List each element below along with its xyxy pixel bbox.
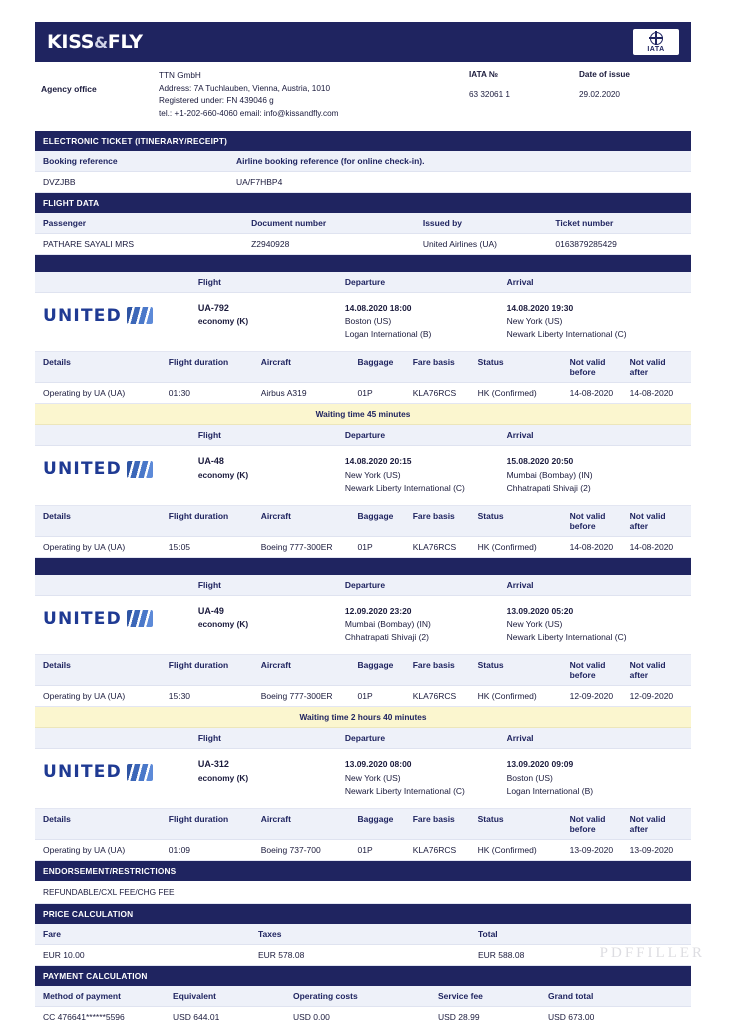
segment-arrival-label: Arrival bbox=[506, 430, 534, 441]
aircraft-value: Boeing 777-300ER bbox=[260, 691, 333, 702]
iata-number-block bbox=[469, 70, 579, 121]
equivalent-value: USD 644.01 bbox=[173, 1011, 220, 1022]
not-valid-before-value: 14-08-2020 bbox=[569, 388, 614, 399]
flight-segment bbox=[35, 596, 691, 656]
agency-contact: tel.: +1-202-660-4060 email: info@kissandfly.com bbox=[159, 109, 339, 119]
details-value-row bbox=[35, 383, 691, 404]
segment-departure-label: Departure bbox=[344, 733, 386, 744]
airline-name: UNITED bbox=[43, 762, 122, 783]
arrival-city: Mumbai (Bombay) (IN) bbox=[506, 469, 593, 480]
departure-datetime: 12.09.2020 23:20 bbox=[344, 605, 412, 616]
operating-costs-label: Operating costs bbox=[293, 990, 358, 1001]
grand-total-value: USD 673.00 bbox=[548, 1011, 595, 1022]
details-label: Details bbox=[43, 660, 71, 671]
status-value: HK (Confirmed) bbox=[477, 691, 537, 702]
segment-arrival-info bbox=[507, 605, 683, 645]
fare-basis-value: KLA76RCS bbox=[412, 691, 457, 702]
united-airlines-logo bbox=[43, 605, 198, 629]
airline-booking-reference-value: UA/F7HBP4 bbox=[236, 176, 283, 187]
segment-flight-label: Flight bbox=[197, 579, 221, 590]
baggage-value: 01P bbox=[357, 691, 373, 702]
segment-flight-info bbox=[198, 605, 345, 631]
not-valid-after-value: 14-08-2020 bbox=[629, 388, 674, 399]
method-of-payment-label: Method of payment bbox=[43, 990, 121, 1001]
ticket-number-value: 0163879285429 bbox=[555, 238, 617, 249]
arrival-city: New York (US) bbox=[506, 619, 563, 630]
issue-date-value: 29.02.2020 bbox=[579, 90, 620, 99]
details-value-row bbox=[35, 840, 691, 861]
flight-number: UA-48 bbox=[197, 456, 224, 467]
segment-header-row bbox=[35, 575, 691, 596]
cabin-class: economy (K) bbox=[197, 772, 249, 783]
arrival-datetime: 13.09.2020 05:20 bbox=[506, 605, 574, 616]
ticket-number-label: Ticket number bbox=[555, 217, 614, 228]
flight-duration-label: Flight duration bbox=[168, 813, 229, 824]
not-valid-after-value: 14-08-2020 bbox=[629, 541, 674, 552]
flight-duration-label: Flight duration bbox=[168, 357, 229, 368]
baggage-label: Baggage bbox=[357, 357, 394, 368]
document-header bbox=[35, 22, 691, 62]
segment-departure-label: Departure bbox=[344, 579, 386, 590]
united-globe-icon bbox=[127, 610, 153, 627]
segment-header-blank bbox=[43, 733, 198, 743]
united-globe-icon bbox=[127, 307, 153, 324]
airline-name: UNITED bbox=[43, 305, 122, 326]
document-number-value: Z2940928 bbox=[251, 238, 290, 249]
method-of-payment-value: CC 476641******5596 bbox=[43, 1011, 125, 1022]
status-label: Status bbox=[477, 660, 504, 671]
total-label: Total bbox=[478, 928, 498, 939]
taxes-value: EUR 578.08 bbox=[258, 949, 305, 960]
not-valid-before-value: 14-08-2020 bbox=[569, 541, 614, 552]
passenger-name: PATHARE SAYALI MRS bbox=[43, 238, 135, 249]
fare-basis-label: Fare basis bbox=[412, 660, 455, 671]
not-valid-before-value: 12-09-2020 bbox=[569, 691, 614, 702]
brand-part2: FLY bbox=[107, 31, 143, 53]
flight-duration-label: Flight duration bbox=[168, 510, 229, 521]
operating-carrier: Operating by UA (UA) bbox=[43, 691, 126, 702]
aircraft-value: Boeing 737-700 bbox=[260, 844, 321, 855]
arrival-airport: Chhatrapati Shivaji (2) bbox=[506, 482, 591, 493]
flight-duration-label: Flight duration bbox=[168, 660, 229, 671]
flight-segment bbox=[35, 293, 691, 353]
price-value-row bbox=[35, 945, 691, 966]
cabin-class: economy (K) bbox=[197, 469, 249, 480]
cabin-class: economy (K) bbox=[197, 619, 249, 630]
fare-basis-value: KLA76RCS bbox=[412, 388, 457, 399]
flight-duration-value: 01:30 bbox=[168, 388, 191, 399]
status-label: Status bbox=[477, 813, 504, 824]
flight-duration-value: 01:09 bbox=[168, 844, 191, 855]
baggage-value: 01P bbox=[357, 541, 373, 552]
segment-flight-label: Flight bbox=[197, 430, 221, 441]
flight-number: UA-49 bbox=[197, 605, 224, 616]
brand-ampersand: & bbox=[94, 33, 108, 52]
status-label: Status bbox=[477, 510, 504, 521]
waiting-time-bar: Waiting time 2 hours 40 minutes bbox=[35, 707, 691, 728]
segment-arrival-label: Arrival bbox=[506, 276, 534, 287]
operating-carrier: Operating by UA (UA) bbox=[43, 388, 126, 399]
details-header-row bbox=[35, 809, 691, 840]
segment-divider-band bbox=[35, 255, 691, 272]
segment-departure-info bbox=[345, 455, 507, 495]
passenger-header-row bbox=[35, 213, 691, 234]
not-valid-before-label: Not valid before bbox=[569, 813, 606, 834]
issued-by-value: United Airlines (UA) bbox=[422, 238, 497, 249]
segment-departure-info bbox=[345, 605, 507, 645]
passenger-value-row bbox=[35, 234, 691, 255]
not-valid-after-value: 13-09-2020 bbox=[629, 844, 674, 855]
issue-date-block bbox=[579, 70, 630, 121]
aircraft-label: Aircraft bbox=[260, 357, 291, 368]
aircraft-label: Aircraft bbox=[260, 813, 291, 824]
not-valid-after-label: Not valid after bbox=[629, 510, 666, 531]
agency-details bbox=[159, 70, 469, 121]
booking-reference-value: DVZJBB bbox=[43, 176, 76, 187]
departure-airport: Chhatrapati Shivaji (2) bbox=[344, 632, 429, 643]
segment-arrival-info bbox=[507, 758, 683, 798]
booking-header-row bbox=[35, 151, 691, 172]
brand-part1: KISS bbox=[47, 31, 95, 53]
departure-city: Boston (US) bbox=[344, 315, 392, 326]
iata-number-value: 63 32061 1 bbox=[469, 90, 510, 99]
aircraft-value: Airbus A319 bbox=[260, 388, 307, 399]
section-payment-calculation: PAYMENT CALCULATION bbox=[35, 966, 691, 986]
arrival-datetime: 13.09.2020 09:09 bbox=[506, 759, 574, 770]
not-valid-before-label: Not valid before bbox=[569, 660, 606, 681]
globe-icon bbox=[650, 32, 663, 45]
not-valid-after-label: Not valid after bbox=[629, 357, 666, 378]
arrival-airport: Logan International (B) bbox=[506, 785, 594, 796]
booking-reference-label: Booking reference bbox=[43, 155, 118, 166]
issue-date-label: Date of issue bbox=[579, 70, 630, 79]
arrival-datetime: 14.08.2020 19:30 bbox=[506, 302, 574, 313]
baggage-label: Baggage bbox=[357, 510, 394, 521]
agency-address: Address: 7A Tuchlauben, Vienna, Austria, 1010 bbox=[159, 83, 330, 93]
kissandfly-logo bbox=[47, 31, 143, 53]
segment-flight-info bbox=[198, 302, 345, 328]
fare-basis-label: Fare basis bbox=[412, 813, 455, 824]
iata-logo bbox=[633, 29, 679, 55]
details-header-row bbox=[35, 655, 691, 686]
section-electronic-ticket: ELECTRONIC TICKET (ITINERARY/RECEIPT) bbox=[35, 131, 691, 151]
arrival-city: New York (US) bbox=[506, 315, 563, 326]
details-label: Details bbox=[43, 813, 71, 824]
departure-city: New York (US) bbox=[344, 469, 401, 480]
status-value: HK (Confirmed) bbox=[477, 388, 537, 399]
baggage-value: 01P bbox=[357, 388, 373, 399]
segment-arrival-info bbox=[507, 302, 683, 342]
payment-header-row bbox=[35, 986, 691, 1007]
iata-number-label: IATA № bbox=[469, 70, 498, 79]
flight-number: UA-792 bbox=[197, 302, 229, 313]
segment-departure-label: Departure bbox=[344, 276, 386, 287]
endorsement-text: REFUNDABLE/CXL FEE/CHG FEE bbox=[35, 881, 691, 904]
segment-header-row bbox=[35, 728, 691, 749]
payment-value-row bbox=[35, 1007, 691, 1027]
not-valid-before-value: 13-09-2020 bbox=[569, 844, 614, 855]
segment-divider-band bbox=[35, 558, 691, 575]
aircraft-label: Aircraft bbox=[260, 660, 291, 671]
united-airlines-logo bbox=[43, 302, 198, 326]
fare-basis-label: Fare basis bbox=[412, 357, 455, 368]
baggage-label: Baggage bbox=[357, 813, 394, 824]
fare-value: EUR 10.00 bbox=[43, 949, 85, 960]
flight-duration-value: 15:05 bbox=[168, 541, 191, 552]
flight-segment bbox=[35, 749, 691, 809]
segment-flight-info bbox=[198, 455, 345, 481]
arrival-airport: Newark Liberty International (C) bbox=[506, 329, 627, 340]
arrival-airport: Newark Liberty International (C) bbox=[506, 632, 627, 643]
airline-name: UNITED bbox=[43, 608, 122, 629]
not-valid-before-label: Not valid before bbox=[569, 357, 606, 378]
document-number-label: Document number bbox=[251, 217, 327, 228]
segment-departure-info bbox=[345, 302, 507, 342]
equivalent-label: Equivalent bbox=[173, 990, 216, 1001]
not-valid-after-label: Not valid after bbox=[629, 813, 666, 834]
fare-basis-value: KLA76RCS bbox=[412, 541, 457, 552]
details-value-row bbox=[35, 537, 691, 558]
fare-label: Fare bbox=[43, 928, 61, 939]
departure-datetime: 13.09.2020 08:00 bbox=[344, 759, 412, 770]
operating-carrier: Operating by UA (UA) bbox=[43, 541, 126, 552]
details-label: Details bbox=[43, 357, 71, 368]
iata-logo-label: IATA bbox=[647, 45, 665, 53]
issued-by-label: Issued by bbox=[422, 217, 463, 228]
departure-city: New York (US) bbox=[344, 772, 401, 783]
ticket-document bbox=[35, 22, 691, 1027]
departure-city: Mumbai (Bombay) (IN) bbox=[344, 619, 431, 630]
agency-block bbox=[35, 62, 691, 131]
operating-carrier: Operating by UA (UA) bbox=[43, 844, 126, 855]
fare-basis-value: KLA76RCS bbox=[412, 844, 457, 855]
united-globe-icon bbox=[127, 764, 153, 781]
segment-arrival-label: Arrival bbox=[506, 733, 534, 744]
segment-arrival-info bbox=[507, 455, 683, 495]
departure-airport: Logan International (B) bbox=[344, 329, 432, 340]
departure-datetime: 14.08.2020 20:15 bbox=[344, 456, 412, 467]
service-fee-label: Service fee bbox=[438, 990, 483, 1001]
agency-name: TTN GmbH bbox=[159, 71, 201, 80]
cabin-class: economy (K) bbox=[197, 316, 249, 327]
segment-departure-info bbox=[345, 758, 507, 798]
status-label: Status bbox=[477, 357, 504, 368]
price-header-row bbox=[35, 924, 691, 945]
grand-total-label: Grand total bbox=[548, 990, 594, 1001]
section-price-calculation: PRICE CALCULATION bbox=[35, 904, 691, 924]
departure-airport: Newark Liberty International (C) bbox=[344, 785, 465, 796]
segment-flight-info bbox=[198, 758, 345, 784]
watermark: PDFFILLER bbox=[599, 945, 705, 961]
arrival-datetime: 15.08.2020 20:50 bbox=[506, 456, 574, 467]
departure-airport: Newark Liberty International (C) bbox=[344, 482, 465, 493]
agency-office-label: Agency office bbox=[41, 84, 97, 94]
details-header-row bbox=[35, 506, 691, 537]
airline-booking-reference-label: Airline booking reference (for online check-in). bbox=[236, 155, 425, 166]
section-flight-data: FLIGHT DATA bbox=[35, 193, 691, 213]
section-endorsement: ENDORSEMENT/RESTRICTIONS bbox=[35, 861, 691, 881]
departure-datetime: 14.08.2020 18:00 bbox=[344, 302, 412, 313]
agency-registration: Registered under: FN 439046 g bbox=[159, 96, 274, 106]
segment-header-blank bbox=[43, 580, 198, 590]
passenger-label: Passenger bbox=[43, 217, 86, 228]
details-label: Details bbox=[43, 510, 71, 521]
flight-number: UA-312 bbox=[197, 759, 229, 770]
segment-flight-label: Flight bbox=[197, 733, 221, 744]
aircraft-label: Aircraft bbox=[260, 510, 291, 521]
total-value: EUR 588.08 bbox=[478, 949, 525, 960]
not-valid-after-label: Not valid after bbox=[629, 660, 666, 681]
operating-costs-value: USD 0.00 bbox=[293, 1011, 330, 1022]
not-valid-after-value: 12-09-2020 bbox=[629, 691, 674, 702]
segment-departure-label: Departure bbox=[344, 430, 386, 441]
taxes-label: Taxes bbox=[258, 928, 282, 939]
united-airlines-logo bbox=[43, 455, 198, 479]
booking-value-row bbox=[35, 172, 691, 193]
flight-segment bbox=[35, 446, 691, 506]
status-value: HK (Confirmed) bbox=[477, 541, 537, 552]
aircraft-value: Boeing 777-300ER bbox=[260, 541, 333, 552]
united-airlines-logo bbox=[43, 758, 198, 782]
segment-header-row bbox=[35, 425, 691, 446]
segment-arrival-label: Arrival bbox=[506, 579, 534, 590]
service-fee-value: USD 28.99 bbox=[438, 1011, 480, 1022]
segment-header-blank bbox=[43, 430, 198, 440]
baggage-label: Baggage bbox=[357, 660, 394, 671]
details-value-row bbox=[35, 686, 691, 707]
details-header-row bbox=[35, 352, 691, 383]
flight-duration-value: 15:30 bbox=[168, 691, 191, 702]
segment-header-blank bbox=[43, 277, 198, 287]
fare-basis-label: Fare basis bbox=[412, 510, 455, 521]
segment-header-row bbox=[35, 272, 691, 293]
arrival-city: Boston (US) bbox=[506, 772, 553, 783]
baggage-value: 01P bbox=[357, 844, 373, 855]
segment-flight-label: Flight bbox=[197, 276, 221, 287]
not-valid-before-label: Not valid before bbox=[569, 510, 606, 531]
waiting-time-bar: Waiting time 45 minutes bbox=[35, 404, 691, 425]
status-value: HK (Confirmed) bbox=[477, 844, 537, 855]
airline-name: UNITED bbox=[43, 459, 122, 480]
united-globe-icon bbox=[127, 461, 153, 478]
